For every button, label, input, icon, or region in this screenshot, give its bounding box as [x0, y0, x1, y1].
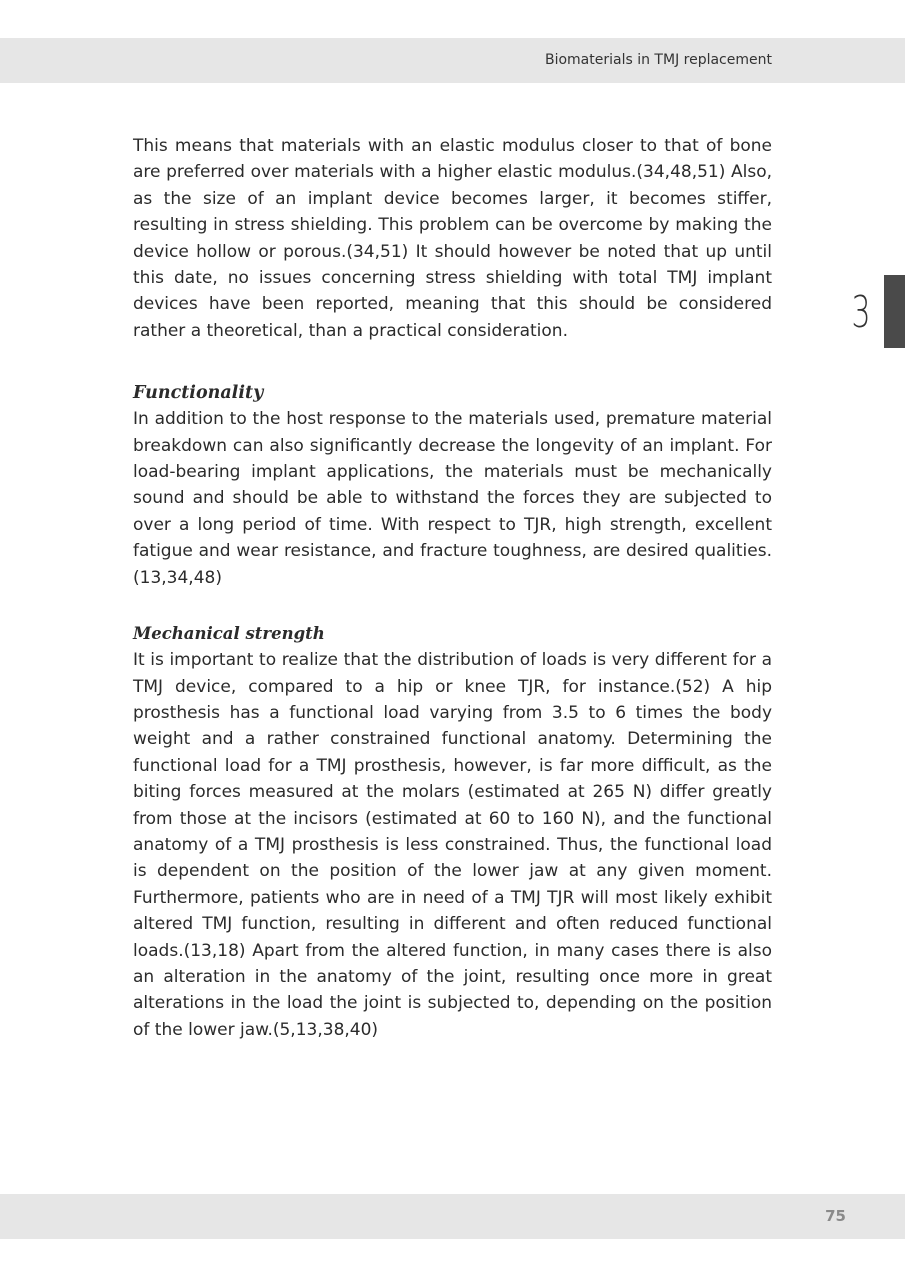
main-content: [133, 133, 772, 1043]
section-heading: Functionality: [133, 383, 264, 404]
running-title: Biomaterials in TMJ replacement: [544, 52, 772, 68]
running-header: [0, 38, 905, 83]
paragraph-spacer: [133, 344, 772, 380]
mechanical-strength-paragraph: It is important to realize that the distribution of loads is very different for a TMJ device, compared to a hip or knee TJR, for instance.(52) A hip prosthesis has a functional load varying from 3.5 to 6 times the body weight and a rather constrained functional anatomy. Determining the functional load for a TMJ prosthesis, however, is far more difficult, as the biting forces measured at the molars (estimated at 265 N) differ greatly from those at the incisors (estimated at 60 to 160 N), and the functional anatomy of a TMJ prosthesis is less constrained. Thus, the functional load is dependent on the position of the lower jaw at any given moment. Furthermore, patients who are in need of a TMJ TJR will most likely exhibit altered TMJ function, resulting in different and often reduced functional loads.(13,18) Apart from the altered function, in many cases there is also an alteration in the anatomy of the joint, resulting once more in great alterations in the load the joint is subjected to, depending on the position of the lower jaw.(5,13,38,40): [133, 650, 772, 1040]
subsection-heading: Mechanical strength: [133, 624, 325, 644]
chapter-number: 3: [851, 287, 871, 338]
page-footer: [0, 1194, 905, 1239]
paragraph-spacer: [133, 591, 772, 621]
page-number: 75: [825, 1207, 846, 1225]
chapter-tab-marker: [884, 275, 905, 348]
functionality-paragraph: In addition to the host response to the materials used, premature material breakdown can also significantly decrease the longevity of an implant. For load-bearing implant applications, the materials must be mechanically sound and should be able to withstand the forces they are subjected to over a long period of time. With respect to TJR, high strength, excellent fatigue and wear resistance, and fracture toughness, are desired qualities.(13,34,48): [133, 409, 772, 588]
intro-paragraph: This means that materials with an elastic modulus closer to that of bone are preferred over materials with a higher elastic modulus.(34,48,51) Also, as the size of an implant device becomes larger, it becomes stiffer, resulting in stress shielding. This problem can be overcome by making the device hollow or porous.(34,51) It should however be noted that up until this date, no issues concerning stress shielding with total TMJ implant devices have been reported, meaning that this should be considered rather a theoretical, than a practical consideration.: [133, 136, 772, 341]
